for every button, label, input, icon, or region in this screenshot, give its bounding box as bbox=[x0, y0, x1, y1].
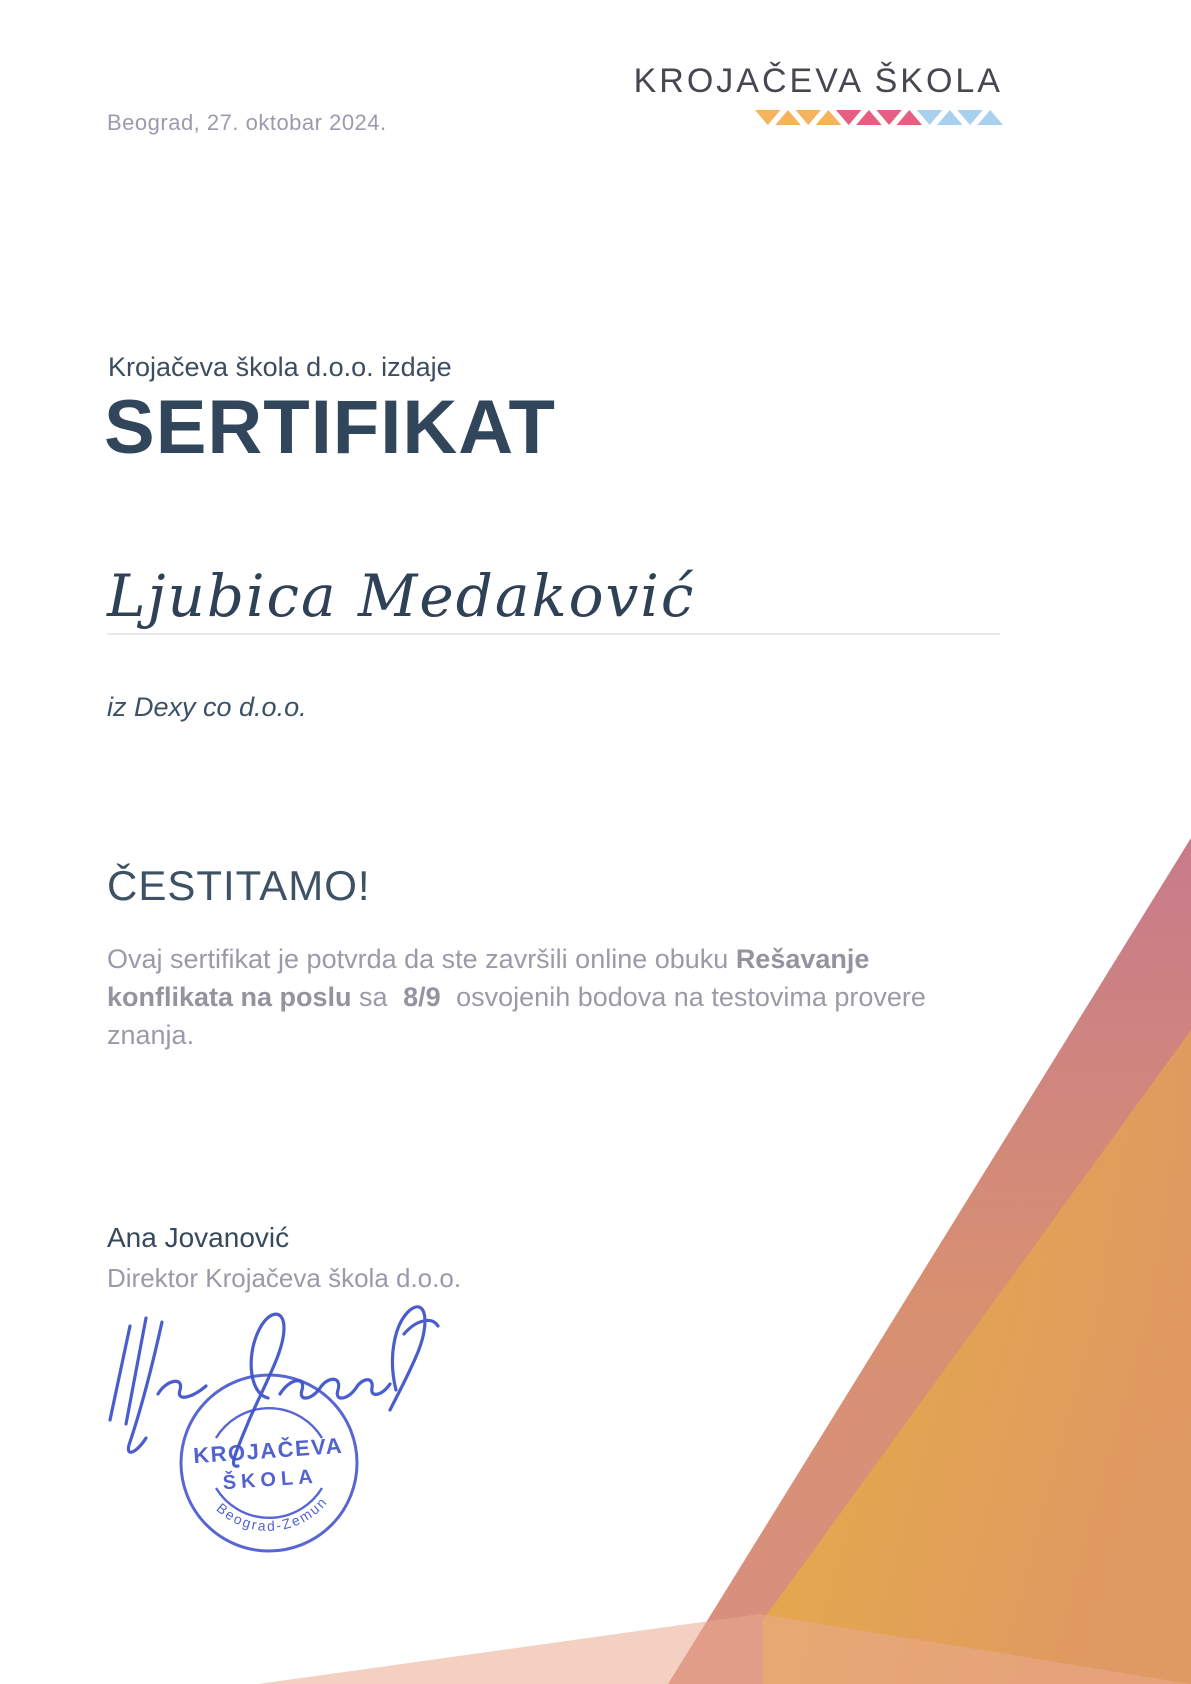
stamp-text-line1: KROJAČEVA bbox=[192, 1432, 344, 1469]
logo-triangle bbox=[775, 110, 801, 125]
congrats-heading: ČESTITAMO! bbox=[107, 862, 371, 909]
stamp-text-line2: ŠKOLA bbox=[222, 1465, 319, 1495]
name-underline bbox=[107, 633, 1000, 635]
logo-triangle bbox=[897, 110, 923, 125]
stamp-inner-arc-top bbox=[216, 1408, 322, 1438]
signer-title: Direktor Krojačeva škola d.o.o. bbox=[107, 1263, 462, 1293]
stamp-curved-text: Beograd-Zemun bbox=[213, 1493, 331, 1535]
logo-triangle bbox=[836, 110, 862, 125]
logo-triangle bbox=[957, 110, 983, 125]
logo-triangle bbox=[977, 110, 1003, 125]
score-value: 8/9 bbox=[403, 982, 441, 1012]
logo-triangle bbox=[755, 110, 781, 125]
signature-stroke bbox=[110, 1326, 130, 1420]
logo-triangle bbox=[816, 110, 842, 125]
body-prefix: Ovaj sertifikat je potvrda da ste završili online obuku bbox=[107, 944, 736, 974]
course-name: Rešavanje konflikata na poslu bbox=[107, 944, 870, 1012]
body-suffix: osvojenih bodova na testovima provere znanja. bbox=[107, 982, 926, 1050]
recipient-name: Ljubica Medaković bbox=[107, 562, 696, 630]
logo-triangle bbox=[795, 110, 821, 125]
issuer-line: Krojačeva škola d.o.o. izdaje bbox=[108, 352, 452, 382]
logo-triangle-strip bbox=[755, 109, 1003, 126]
logo-triangle bbox=[917, 110, 943, 125]
logo-triangle bbox=[856, 110, 882, 125]
logo-triangle bbox=[937, 110, 963, 125]
logo-wordmark: KROJAČEVA ŠKOLA bbox=[633, 62, 1003, 100]
signer-name: Ana Jovanović bbox=[107, 1222, 290, 1253]
certificate-body-text bbox=[107, 940, 969, 1054]
company-stamp bbox=[166, 1364, 372, 1562]
date-place: Beograd, 27. oktobar 2024. bbox=[107, 110, 387, 135]
certificate-title: SERTIFIKAT bbox=[104, 385, 556, 470]
logo-triangle bbox=[876, 110, 902, 125]
logo bbox=[634, 62, 1003, 126]
body-middle: sa bbox=[351, 982, 396, 1012]
signature-stroke bbox=[404, 1320, 438, 1334]
recipient-company: iz Dexy co d.o.o. bbox=[107, 692, 307, 722]
